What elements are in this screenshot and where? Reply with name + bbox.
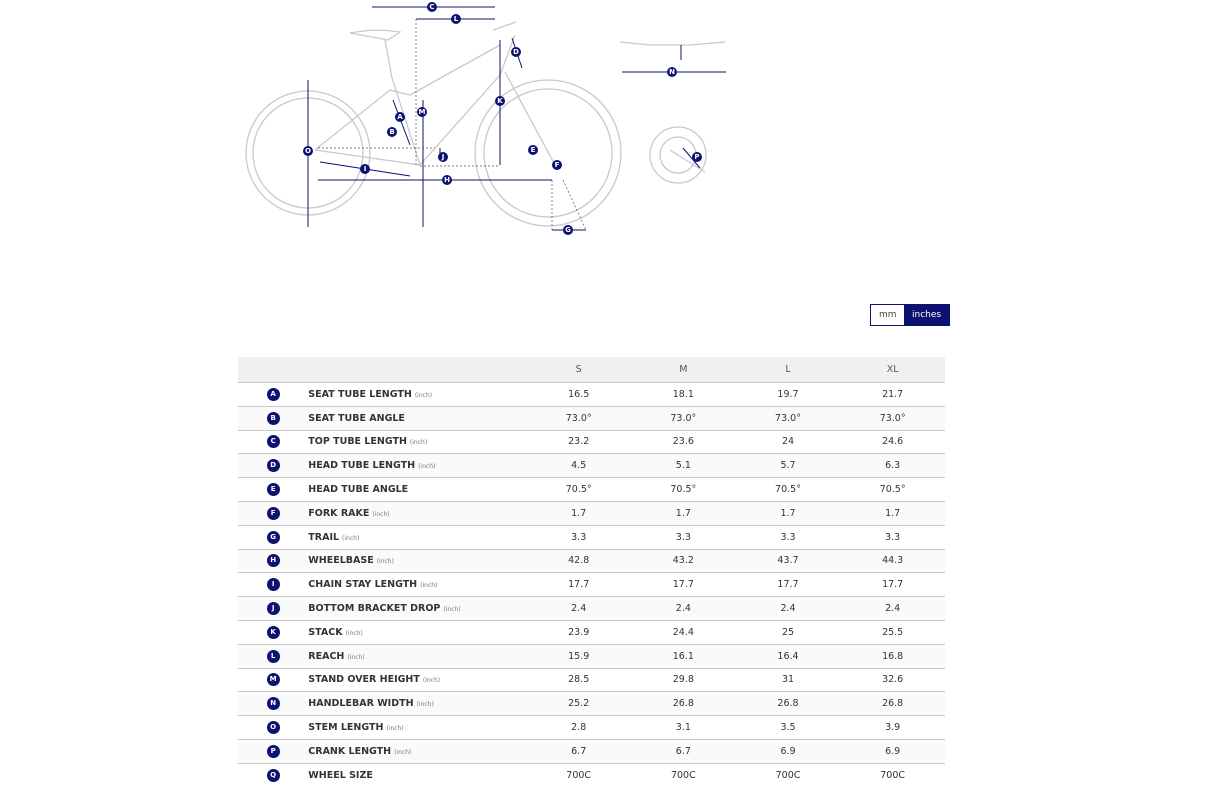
cell-value: 43.2 [631, 549, 736, 573]
diagram-letter: N [669, 68, 675, 76]
row-label: REACH [308, 650, 345, 662]
letter-badge: J [267, 602, 280, 615]
letter-badge: K [267, 626, 280, 639]
cell-value: 700C [840, 763, 945, 786]
cell-value: 1.7 [526, 501, 631, 525]
row-unit: (inch) [394, 748, 412, 756]
row-unit: (inch) [416, 701, 434, 709]
cell-value: 5.7 [736, 454, 841, 478]
table-row [238, 739, 945, 763]
cell-value: 25.2 [526, 692, 631, 716]
letter-badge: D [267, 459, 280, 472]
row-label: STAND OVER HEIGHT [308, 674, 420, 686]
cell-value: 6.3 [840, 454, 945, 478]
row-label: TRAIL [308, 531, 340, 543]
row-label: STACK [308, 626, 343, 638]
row-label: SEAT TUBE LENGTH [308, 388, 412, 400]
cell-value: 16.1 [631, 644, 736, 668]
diagram-letter: D [513, 48, 519, 56]
cell-value: 2.8 [526, 716, 631, 740]
table-row [238, 597, 945, 621]
row-label: HANDLEBAR WIDTH [308, 698, 414, 710]
row-label: CHAIN STAY LENGTH [308, 579, 418, 591]
letter-badge: Q [267, 769, 280, 782]
cell-value: 25.5 [840, 620, 945, 644]
cell-value: 23.6 [631, 430, 736, 454]
cell-value: 3.3 [631, 525, 736, 549]
diagram-letter: F [554, 161, 560, 169]
row-unit: (inch) [443, 606, 461, 614]
cell-value: 44.3 [840, 549, 945, 573]
cell-value: 24.4 [631, 620, 736, 644]
column-header: S [526, 357, 631, 383]
cell-value: 1.7 [840, 501, 945, 525]
row-label: WHEELBASE [308, 555, 374, 567]
cell-value: 3.3 [526, 525, 631, 549]
cell-value: 5.1 [631, 454, 736, 478]
cell-value: 700C [736, 763, 841, 786]
letter-badge: G [267, 531, 280, 544]
cell-value: 32.6 [840, 668, 945, 692]
row-label: CRANK LENGTH [308, 745, 392, 757]
cell-value: 73.0° [840, 406, 945, 430]
table-row [238, 478, 945, 502]
row-unit: (inch) [376, 558, 394, 566]
diagram-letter: C [429, 3, 435, 11]
cell-value: 24.6 [840, 430, 945, 454]
table-row [238, 668, 945, 692]
diagram-letter: I [363, 165, 367, 173]
cell-value: 3.5 [736, 716, 841, 740]
diagram-letter: B [389, 128, 395, 136]
table-row [238, 549, 945, 573]
row-label: FORK RAKE [308, 507, 370, 519]
cell-value: 700C [631, 763, 736, 786]
bike-geometry-diagram [0, 0, 760, 245]
cell-value: 24 [736, 430, 841, 454]
letter-badge: O [267, 721, 280, 734]
cell-value: 2.4 [526, 597, 631, 621]
row-unit: (inch) [347, 653, 365, 661]
cell-value: 26.8 [736, 692, 841, 716]
cell-value: 6.9 [840, 739, 945, 763]
row-label: HEAD TUBE LENGTH [308, 460, 416, 472]
cell-value: 28.5 [526, 668, 631, 692]
cell-value: 17.7 [736, 573, 841, 597]
letter-badge: E [267, 483, 280, 496]
diagram-letter: J [441, 153, 445, 161]
table-row [238, 763, 945, 786]
cell-value: 42.8 [526, 549, 631, 573]
letter-badge: P [267, 745, 280, 758]
unit-toggle[interactable] [870, 304, 950, 326]
row-unit: (inch) [345, 629, 363, 637]
letter-badge: C [267, 435, 280, 448]
diagram-letter: M [418, 108, 426, 116]
table-row [238, 525, 945, 549]
cell-value: 26.8 [631, 692, 736, 716]
cell-value: 31 [736, 668, 841, 692]
cell-value: 16.4 [736, 644, 841, 668]
row-unit: (inch) [386, 725, 404, 733]
cell-value: 6.7 [526, 739, 631, 763]
row-unit: (inch) [422, 677, 441, 685]
diagram-letter: E [530, 146, 536, 154]
diagram-letter: K [497, 97, 503, 105]
cell-value: 17.7 [840, 573, 945, 597]
mm-button[interactable]: mm [871, 305, 904, 325]
table-row [238, 716, 945, 740]
cell-value: 26.8 [840, 692, 945, 716]
cell-value: 16.8 [840, 644, 945, 668]
diagram-letter: P [694, 153, 700, 161]
cell-value: 43.7 [736, 549, 841, 573]
cell-value: 4.5 [526, 454, 631, 478]
letter-badge: B [267, 412, 280, 425]
cell-value: 6.9 [736, 739, 841, 763]
cell-value: 3.9 [840, 716, 945, 740]
table-row [238, 573, 945, 597]
cell-value: 29.8 [631, 668, 736, 692]
table-header [238, 357, 945, 383]
row-label: SEAT TUBE ANGLE [308, 412, 405, 424]
table-row [238, 501, 945, 525]
letter-badge: N [267, 697, 280, 710]
diagram-letter: L [453, 15, 459, 23]
cell-value: 2.4 [840, 597, 945, 621]
row-unit: (inch) [372, 510, 390, 518]
row-unit: (inch) [418, 463, 436, 471]
diagram-letter: O [305, 147, 311, 155]
cell-value: 16.5 [526, 383, 631, 407]
row-unit: (inch) [409, 439, 428, 447]
table-row [238, 383, 945, 407]
cell-value: 17.7 [631, 573, 736, 597]
table-row [238, 430, 945, 454]
cell-value: 23.2 [526, 430, 631, 454]
cell-value: 23.9 [526, 620, 631, 644]
table-row [238, 406, 945, 430]
row-unit: (inch) [420, 582, 438, 590]
row-label: HEAD TUBE ANGLE [308, 484, 409, 496]
cell-value: 18.1 [631, 383, 736, 407]
table-row [238, 644, 945, 668]
letter-badge: F [267, 507, 280, 520]
cell-value: 17.7 [526, 573, 631, 597]
row-label: WHEEL SIZE [308, 769, 373, 781]
cell-value: 2.4 [631, 597, 736, 621]
cell-value: 3.3 [840, 525, 945, 549]
column-header: L [736, 357, 841, 383]
row-label: STEM LENGTH [308, 722, 384, 734]
diagram-letter: H [444, 176, 450, 184]
cell-value: 70.5° [736, 478, 841, 502]
cell-value: 3.1 [631, 716, 736, 740]
letter-badge: H [267, 554, 280, 567]
table-row [238, 620, 945, 644]
cell-value: 700C [526, 763, 631, 786]
cell-value: 70.5° [840, 478, 945, 502]
cell-value: 1.7 [631, 501, 736, 525]
cell-value: 70.5° [526, 478, 631, 502]
geometry-table [238, 357, 945, 787]
diagram-letter: A [397, 113, 403, 121]
diagram-letter: G [565, 226, 571, 234]
cell-value: 2.4 [736, 597, 841, 621]
cell-value: 3.3 [736, 525, 841, 549]
cell-value: 73.0° [631, 406, 736, 430]
column-header: M [631, 357, 736, 383]
cell-value: 73.0° [736, 406, 841, 430]
cell-value: 1.7 [736, 501, 841, 525]
cell-value: 70.5° [631, 478, 736, 502]
table-row [238, 692, 945, 716]
cell-value: 25 [736, 620, 841, 644]
table-row [238, 454, 945, 478]
letter-badge: A [267, 388, 280, 401]
row-label: BOTTOM BRACKET DROP [308, 603, 441, 615]
cell-value: 73.0° [526, 406, 631, 430]
cell-value: 6.7 [631, 739, 736, 763]
cell-value: 21.7 [840, 383, 945, 407]
row-unit: (inch) [414, 391, 433, 399]
letter-badge: I [267, 578, 280, 591]
letter-badge: M [267, 673, 280, 686]
inches-button[interactable]: inches [904, 305, 949, 325]
row-unit: (inch) [342, 534, 360, 542]
column-header: XL [840, 357, 945, 383]
letter-badge: L [267, 650, 280, 663]
row-label: TOP TUBE LENGTH [308, 436, 407, 448]
cell-value: 15.9 [526, 644, 631, 668]
cell-value: 19.7 [736, 383, 841, 407]
